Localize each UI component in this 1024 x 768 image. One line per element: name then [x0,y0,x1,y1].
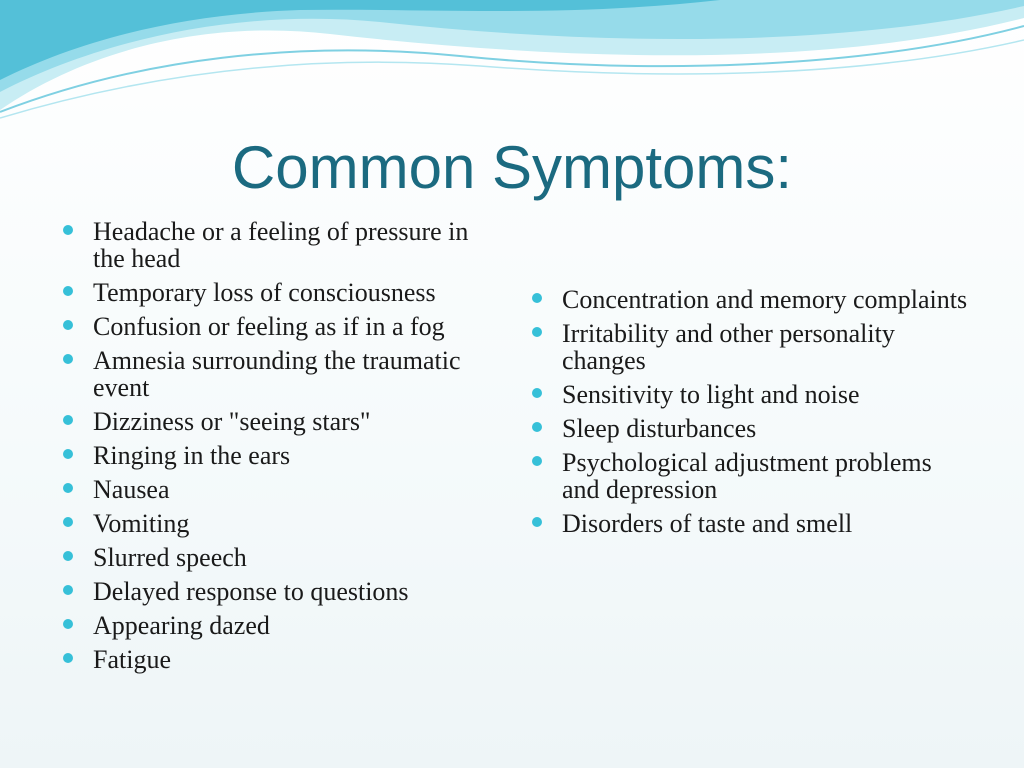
symptom-list-item [532,286,972,313]
bullet-dot-icon [63,415,73,425]
bullet-dot-icon [63,585,73,595]
symptom-list-item [63,442,503,469]
symptom-text: Disorders of taste and smell [562,509,853,538]
symptom-text: Ringing in the ears [93,441,291,470]
symptom-list-item [532,449,972,503]
symptom-list-item [63,578,503,605]
bullet-dot-icon [532,422,542,432]
symptom-list-item [63,544,503,571]
symptom-text: Concentration and memory complaints [562,285,968,314]
symptom-text: Dizziness or "seeing stars" [93,407,371,436]
symptom-list-item [63,313,503,340]
bullet-dot-icon [63,354,73,364]
symptom-list-item [63,408,503,435]
bullet-dot-icon [532,293,542,303]
symptom-text: Psychological adjustment problems and depression [562,448,932,504]
symptom-text: Vomiting [93,509,190,538]
symptom-list-item [63,218,503,272]
symptom-list-item [532,381,972,408]
bullet-dot-icon [63,517,73,527]
symptom-list-item [532,415,972,442]
bullet-dot-icon [532,456,542,466]
bullet-dot-icon [63,551,73,561]
symptom-text: Appearing dazed [93,611,270,640]
bullet-dot-icon [532,388,542,398]
symptom-text: Delayed response to questions [93,577,409,606]
bullet-dot-icon [63,225,73,235]
bullet-dot-icon [63,449,73,459]
symptom-text: Nausea [93,475,170,504]
decorative-wave-banner [0,0,1024,130]
symptom-text: Slurred speech [93,543,247,572]
symptom-list-item [63,612,503,639]
symptom-list-item [63,476,503,503]
bullet-dot-icon [63,619,73,629]
symptom-text: Fatigue [93,645,171,674]
bullet-dot-icon [532,327,542,337]
symptom-text: Confusion or feeling as if in a fog [93,312,445,341]
symptom-list-item [63,279,503,306]
symptom-list-item [532,510,972,537]
bullet-dot-icon [63,483,73,493]
symptom-list-right [532,286,972,544]
slide-title: Common Symptoms: [231,134,793,201]
bullet-dot-icon [63,653,73,663]
bullet-dot-icon [63,320,73,330]
symptom-list-item [532,320,972,374]
symptom-text: Sensitivity to light and noise [562,380,860,409]
symptom-text: Amnesia surrounding the traumatic event [93,346,461,402]
symptom-text: Temporary loss of consciousness [93,278,436,307]
symptom-list-item [63,510,503,537]
bullet-dot-icon [63,286,73,296]
symptom-text: Irritability and other personality changes [562,319,895,375]
symptom-list-left [63,218,503,680]
symptom-list-item [63,646,503,673]
symptom-list-item [63,347,503,401]
bullet-dot-icon [532,517,542,527]
symptom-text: Headache or a feeling of pressure in the head [93,217,469,273]
symptom-text: Sleep disturbances [562,414,757,443]
